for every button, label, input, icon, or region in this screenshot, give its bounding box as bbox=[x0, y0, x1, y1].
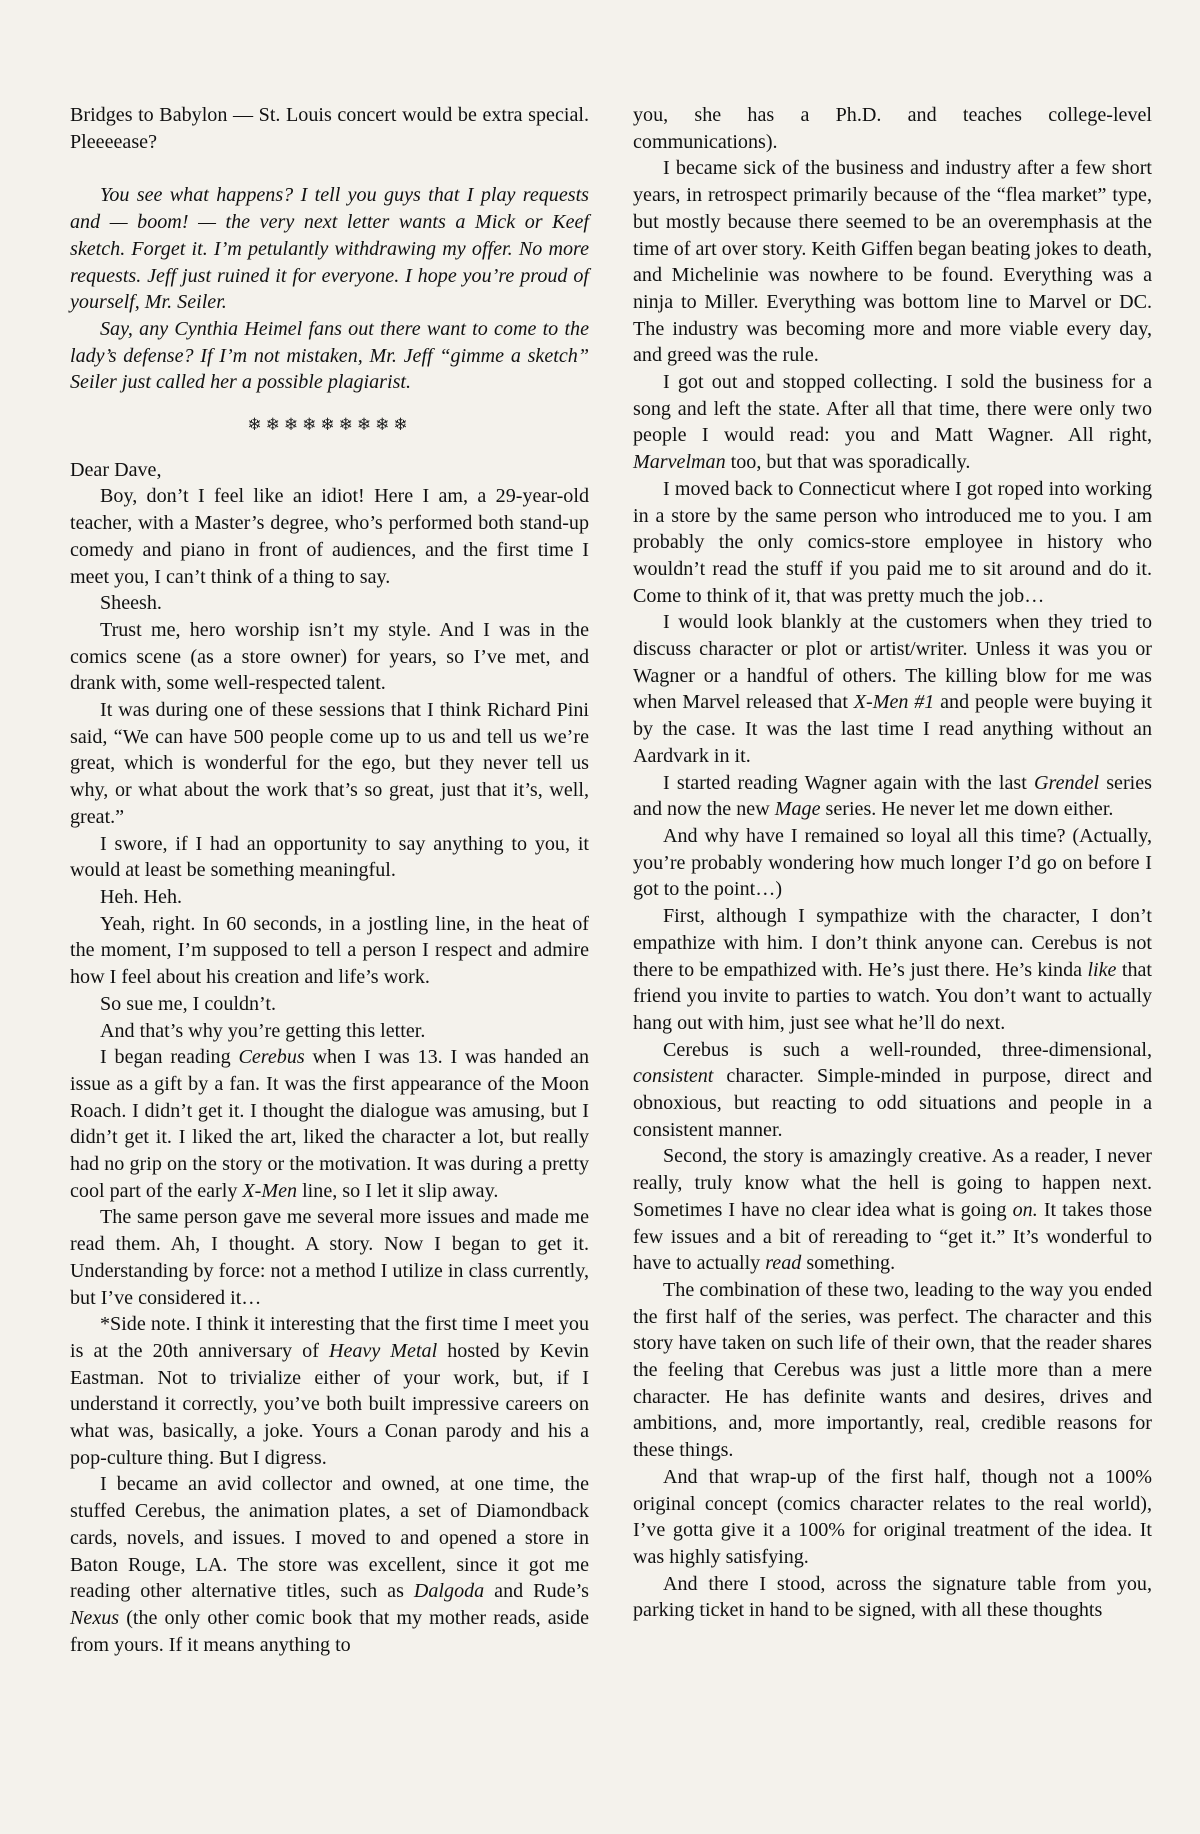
emphasis: read bbox=[765, 1252, 802, 1275]
text-run: line, so I let it slip away. bbox=[297, 1179, 499, 1202]
letter-paragraph bbox=[633, 1037, 1152, 1144]
letter-paragraph: I became sick of the business and industry after a few short years, in retrospect primarily because of the “flea market” type, but mostly because there seemed to be an overemphasis at the time of art over story. Keith Giffen began beating jokes to death, and Michelinie was nowhere to be found. Everything was a ninja to Miller. Everything was bottom line to Marvel or DC. The industry was becoming more and more viable every day, and greed was the rule. bbox=[633, 157, 1152, 367]
letter-paragraph: And that’s why you’re getting this letter. bbox=[100, 1019, 426, 1042]
text-run: that friend you invite to parties to watch. You don’t want to actually hang out with him, just see what he’ll do next. bbox=[633, 958, 1152, 1034]
text-run: I became an avid collector and owned, at one time, the stuffed Cerebus, the animation plates, a set of Diamondback cards, novels, and issues. I moved to and opened a store in Baton Rouge, LA. The store was excellent, since it got me reading other alternative titles, such as bbox=[70, 1473, 589, 1603]
letter-paragraph bbox=[633, 609, 1152, 769]
comic-title: Marvelman bbox=[633, 451, 726, 474]
comic-title: Grendel bbox=[1033, 771, 1100, 794]
letter-paragraph bbox=[70, 1311, 589, 1471]
emphasis: consistent bbox=[633, 1065, 714, 1088]
letter-paragraph: you, she has a Ph.D. and teaches college-level communications). bbox=[633, 104, 1152, 153]
letter-paragraph: I moved back to Connecticut where I got roped into working in a store by the same person who introduced me to you. I am probably the only comics-store employee in history who wouldn’t read the stuff if you paid me to sit around and do it. Come to think of it, that was pretty much the job… bbox=[633, 477, 1152, 607]
letter-paragraph: And there I stood, across the signature table from you, parking ticket in hand to be signed, with all these thoughts bbox=[633, 1572, 1152, 1622]
left-column bbox=[70, 102, 589, 1834]
text-run: (the only other comic book that my mother reads, aside from yours. If it means anything to bbox=[70, 1606, 589, 1656]
text-run: I started reading Wagner again with the last bbox=[663, 771, 1034, 794]
letter-paragraph bbox=[633, 770, 1152, 823]
emphasis: on. bbox=[1012, 1198, 1038, 1221]
text-run: when I was 13. I was handed an issue as a gift by a fan. It was the first appearance of the Moon Roach. I didn’t get it. I thought the dialogue was amusing, but I didn’t get it. I liked the art, liked the character a lot, but really had no grip on the story or the motivation. It was during a pretty cool part of the early bbox=[70, 1046, 589, 1202]
editor-reply: Say, any Cynthia Heimel fans out there want to come to the lady’s defense? If I’m not mistaken, Mr. Jeff “gimme a sketch” Seiler just called her a possible plagiarist. bbox=[70, 317, 589, 394]
letter-paragraph bbox=[70, 1044, 589, 1204]
letter-paragraph: Yeah, right. In 60 seconds, in a jostling line, in the heat of the moment, I’m supposed to tell a person I respect and admire how I feel about his creation and life’s work. bbox=[70, 912, 589, 989]
text-run: I began reading bbox=[100, 1046, 239, 1069]
text-run: I got out and stopped collecting. I sold the business for a song and left the state. After all that time, there were only two people I would read: you and Matt Wagner. All right, bbox=[633, 371, 1152, 447]
comic-title: X-Men #1 bbox=[853, 691, 935, 714]
text-run: *Side note. I think it interesting that the first time I meet you is at the 20th anniversary of bbox=[70, 1313, 589, 1362]
letter-paragraph: The same person gave me several more issues and made me read them. Ah, I thought. A story. Now I began to get it. Understanding by force: not a method I utilize in class currently, but I’ve considered it… bbox=[70, 1206, 589, 1309]
text-run: Second, the story is amazingly creative. As a reader, I never really, truly know what the hell is going to happen next. Sometimes I have no clear idea what is going bbox=[633, 1145, 1152, 1221]
comic-title: X-Men bbox=[242, 1179, 298, 1202]
letter-paragraph bbox=[633, 369, 1152, 476]
comic-title: Nexus bbox=[70, 1606, 120, 1629]
letter-paragraph bbox=[633, 1143, 1152, 1277]
emphasis: like bbox=[1087, 958, 1117, 981]
letter-paragraph bbox=[70, 1471, 589, 1658]
letter-salutation: Dear Dave, bbox=[70, 458, 162, 481]
text-run: series. He never let me down either. bbox=[820, 798, 1114, 821]
text-run: something. bbox=[801, 1252, 896, 1275]
letter-paragraph: Trust me, hero worship isn’t my style. And I was in the comics scene (as a store owner) for years, so I’ve met, and drank with, some well-respected talent. bbox=[70, 618, 589, 695]
section-divider: ❄❄❄❄❄❄❄❄❄ bbox=[247, 415, 412, 435]
letter-paragraph: And that wrap-up of the first half, though not a 100% original concept (comics character relates to the real world), I’ve gotta give it a 100% for original treatment of the idea. It was highly satisfying. bbox=[633, 1465, 1152, 1568]
letter-paragraph: The combination of these two, leading to the way you ended the first half of the series, was perfect. The character and this story have taken on such life of their own, that the reader shares the feeling that Cerebus was just a little more than a mere character. He has definite wants and desires, drives and ambitions, and, more importantly, real, credible reasons for these things. bbox=[633, 1278, 1152, 1462]
letter-paragraph: Sheesh. bbox=[100, 592, 162, 615]
text-run: I would look blankly at the customers when they tried to discuss character or plot or artist/writer. Unless it was you or Wagner or a handful of others. The killing blow for me was when Marvel released that bbox=[633, 611, 1152, 714]
comic-title: Cerebus bbox=[238, 1046, 305, 1069]
right-column bbox=[633, 102, 1152, 1834]
text-run: and people were buying it by the case. It was the last time I read anything without an Aardvark in it. bbox=[633, 691, 1152, 767]
text-run: hosted by Kevin Eastman. Not to trivialize either of your work, but, if I understand it correctly, you’ve both built impressive careers on what was, basically, a joke. Yours a Conan parody and his a pop-culture thing. But I digress. bbox=[70, 1339, 589, 1469]
comic-title: Dalgoda bbox=[413, 1580, 485, 1603]
text-run: It takes those few issues and a bit of rereading to “get it.” It’s wonderful to have to actually bbox=[633, 1198, 1152, 1275]
editor-reply: You see what happens? I tell you guys that I play requests and — boom! — the very next letter wants a Mick or Keef sketch. Forget it. I’m petulantly withdrawing my offer. No more requests. Jeff just ruined it for everyone. I hope you’re proud of yourself, Mr. Seiler. bbox=[70, 184, 589, 314]
comic-title: Mage bbox=[774, 798, 821, 821]
letter-paragraph: Boy, don’t I feel like an idiot! Here I am, a 29-year-old teacher, with a Master’s degree, who’s performed both stand-up comedy and piano in front of audiences, and the first time I meet you, I can’t think of a thing to say. bbox=[70, 485, 589, 588]
text-run: too, but that was sporadically. bbox=[725, 451, 971, 474]
letter-paragraph bbox=[633, 903, 1152, 1037]
letter-continuation: Bridges to Babylon — St. Louis concert would be extra special. Pleeeease? bbox=[70, 104, 589, 153]
letter-paragraph: Heh. Heh. bbox=[100, 885, 183, 908]
text-run: Cerebus is such a well-rounded, three-dimensional, bbox=[663, 1038, 1152, 1061]
text-run: series and now the new bbox=[633, 771, 1152, 821]
text-run: First, although I sympathize with the character, I don’t empathize with him. I don’t think anyone can. Cerebus is not there to be empathized with. He’s just there. He’s kinda bbox=[633, 905, 1152, 981]
text-run: and Rude’s bbox=[484, 1580, 589, 1603]
magazine-title: Heavy Metal bbox=[328, 1339, 438, 1362]
letter-paragraph: I swore, if I had an opportunity to say anything to you, it would at least be something meaningful. bbox=[70, 832, 589, 882]
letter-paragraph: So sue me, I couldn’t. bbox=[100, 992, 276, 1015]
letter-paragraph: And why have I remained so loyal all this time? (Actually, you’re probably wondering how much longer I’d go on before I got to the point…) bbox=[633, 824, 1152, 901]
text-run: character. Simple-minded in purpose, direct and obnoxious, but reacting to odd situations and people in a consistent manner. bbox=[633, 1065, 1152, 1141]
letter-paragraph: It was during one of these sessions that I think Richard Pini said, “We can have 500 people come up to us and tell us we’re great, which is wonderful for the ego, but they never tell us why, or what about the work that’s so great, just that it’s, well, great.” bbox=[70, 699, 589, 828]
